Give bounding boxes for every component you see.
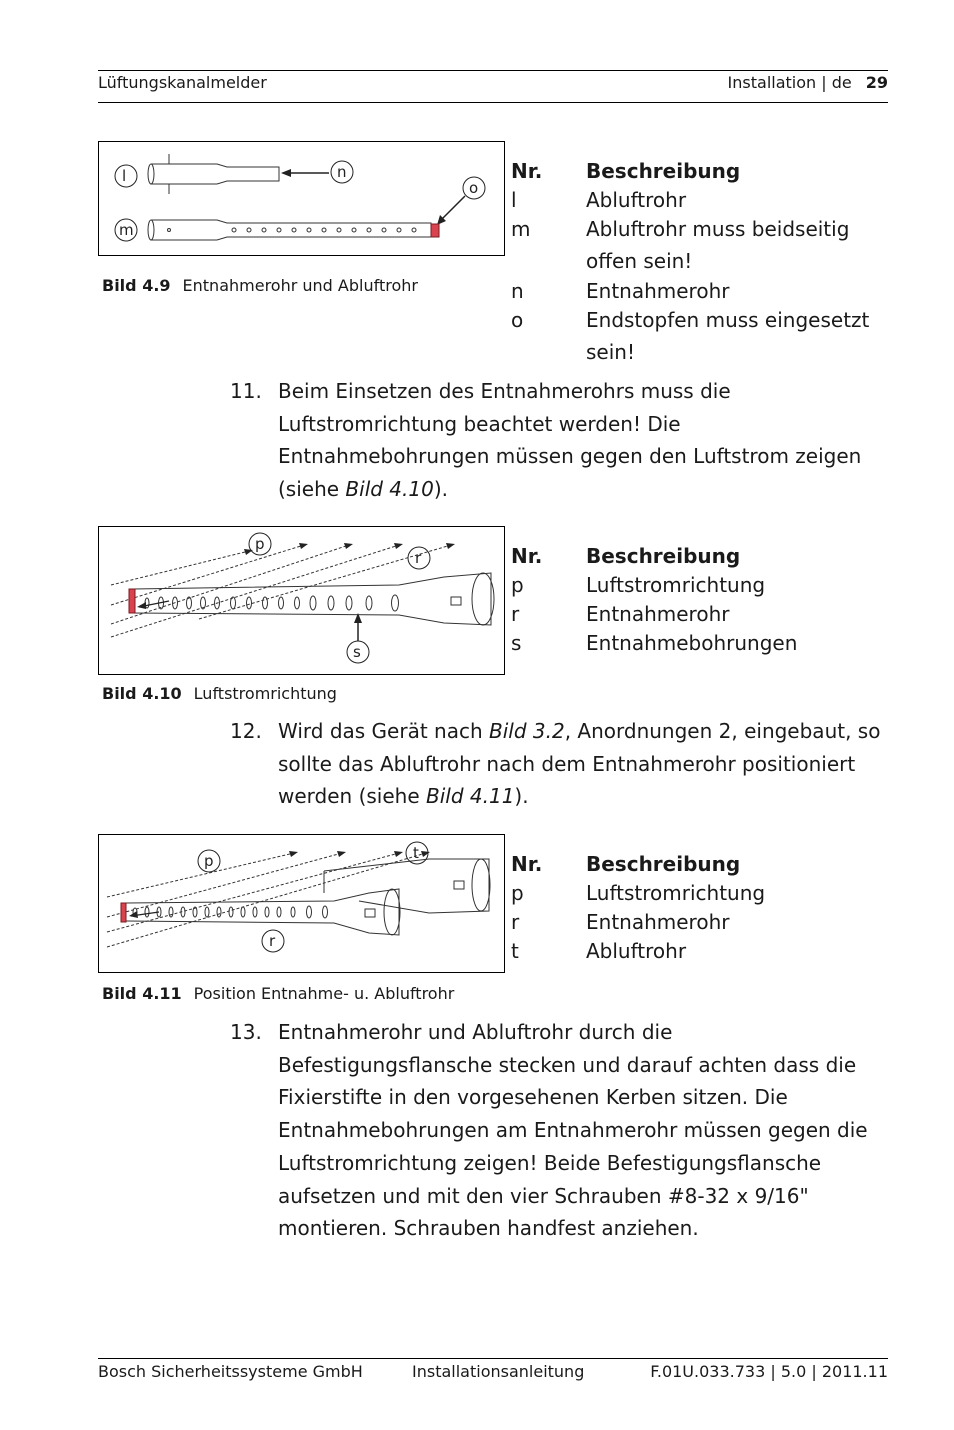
page-number: 29 bbox=[865, 73, 888, 92]
legend-desc: Luftstromrichtung bbox=[586, 573, 766, 597]
airflow-lines bbox=[111, 545, 451, 637]
legend-nr: r bbox=[511, 602, 520, 626]
sampling-pipe-long bbox=[148, 220, 431, 240]
legend-desc: Luftstromrichtung bbox=[586, 881, 766, 905]
airflow-lines bbox=[107, 853, 426, 947]
end-stopper bbox=[431, 224, 439, 237]
legend-head-nr: Nr. bbox=[511, 159, 543, 183]
legend-head-nr: Nr. bbox=[511, 544, 543, 568]
airflow-arrowheads bbox=[244, 543, 455, 555]
legend-nr: s bbox=[511, 631, 522, 655]
caption-text: Luftstromrichtung bbox=[193, 684, 337, 703]
figure-4-9-caption bbox=[102, 276, 418, 295]
callout-p-label: p bbox=[204, 852, 214, 870]
callout-r-label: r bbox=[269, 932, 276, 950]
step-text: Beim Einsetzen des Entnahmerohrs muss die Luftstromrichtung beachtet werden! Die Entnahmebohrungen müssen gegen den Luftstrom zeigen (siehe Bild 4.10). bbox=[278, 379, 862, 502]
figure-4-10 bbox=[98, 526, 505, 675]
callout-r-label: r bbox=[415, 549, 422, 567]
figure-reference: Bild 4.10 bbox=[345, 477, 434, 502]
callout-p-label: p bbox=[255, 535, 265, 553]
legend-desc: Endstopfen muss eingesetzt sein! bbox=[586, 308, 870, 364]
caption-label: Bild 4.10 bbox=[102, 684, 182, 703]
figure-4-10-drawing bbox=[99, 527, 504, 674]
caption-label: Bild 4.9 bbox=[102, 276, 171, 295]
callout-n-label: n bbox=[337, 163, 347, 181]
caption-text: Entnahmerohr und Abluftrohr bbox=[182, 276, 418, 295]
legend-nr: t bbox=[511, 939, 519, 963]
header-title: Lüftungskanalmelder bbox=[98, 73, 267, 92]
figure-4-11-caption bbox=[102, 984, 454, 1003]
step-number: 13. bbox=[230, 1020, 262, 1044]
legend-nr: l bbox=[511, 188, 517, 212]
legend-desc: Abluftrohr muss beidseitig offen sein! bbox=[586, 217, 850, 273]
end-stopper bbox=[121, 903, 126, 922]
sampling-pipe bbox=[125, 889, 400, 935]
legend-nr: r bbox=[511, 910, 520, 934]
step-number: 11. bbox=[230, 379, 262, 403]
legend-desc: Abluftrohr bbox=[586, 188, 687, 212]
legend-desc: Entnahmerohr bbox=[586, 279, 730, 303]
caption-text: Position Entnahme- u. Abluftrohr bbox=[193, 984, 455, 1003]
legend-nr: p bbox=[511, 573, 524, 597]
figure-4-9 bbox=[98, 141, 505, 256]
header-section: Installation | de bbox=[727, 73, 852, 92]
callout-l-label: l bbox=[122, 167, 127, 185]
legend-desc: Entnahmebohrungen bbox=[586, 631, 798, 655]
caption-label: Bild 4.11 bbox=[102, 984, 182, 1003]
figure-4-11-drawing bbox=[99, 835, 504, 972]
end-stopper bbox=[129, 589, 135, 613]
page-footer bbox=[98, 1358, 888, 1388]
figure-4-9-drawing bbox=[99, 142, 504, 255]
legend-nr: o bbox=[511, 308, 524, 332]
exhaust-pipe-short bbox=[148, 154, 279, 194]
legend-desc: Entnahmerohr bbox=[586, 910, 730, 934]
step-text: Wird das Gerät nach Bild 3.2, Anordnungen 2, eingebaut, so sollte das Abluftrohr nach dem Entnahmerohr positioniert werden (siehe Bild 4.11). bbox=[278, 719, 881, 809]
callout-t-label: t bbox=[413, 844, 419, 862]
legend-desc: Abluftrohr bbox=[586, 939, 687, 963]
header-right bbox=[728, 73, 888, 92]
exhaust-pipe bbox=[324, 859, 490, 913]
legend-nr: n bbox=[511, 279, 524, 303]
step-number: 12. bbox=[230, 719, 262, 743]
legend-head-desc: Beschreibung bbox=[586, 544, 741, 568]
footer-company: Bosch Sicherheitssysteme GmbH bbox=[98, 1362, 363, 1381]
legend-head-desc: Beschreibung bbox=[586, 159, 741, 183]
figure-4-11 bbox=[98, 834, 505, 973]
step-text: Entnahmerohr und Abluftrohr durch die Befestigungsflansche stecken und darauf achten dass die Fixierstifte in den vorgesehenen Kerben sitzen. Die Entnahmebohrungen am Entnahmerohr müssen gegen die Luftstromrichtung zeigen! Beide Befestigungsflansche aufsetzen und mit den vier Schrauben #8-32 x 9/16" montieren. Schrauben handfest anziehen. bbox=[278, 1020, 868, 1241]
footer-doc-id: F.01U.033.733 | 5.0 | 2011.11 bbox=[650, 1362, 888, 1381]
legend-nr: p bbox=[511, 881, 524, 905]
legend-head-nr: Nr. bbox=[511, 852, 543, 876]
figure-4-10-caption bbox=[102, 684, 337, 703]
footer-doc-type: Installationsanleitung bbox=[412, 1362, 585, 1381]
legend-desc: Entnahmerohr bbox=[586, 602, 730, 626]
sampling-pipe bbox=[133, 573, 494, 625]
legend-nr: m bbox=[511, 217, 531, 241]
legend-head-desc: Beschreibung bbox=[586, 852, 741, 876]
figure-reference: Bild 4.11 bbox=[426, 784, 515, 809]
page-header bbox=[98, 70, 888, 103]
callout-m-label: m bbox=[119, 221, 134, 239]
airflow-arrowheads bbox=[289, 851, 430, 857]
callout-o-label: o bbox=[469, 179, 479, 197]
callout-s-label: s bbox=[353, 643, 361, 661]
figure-reference: Bild 3.2 bbox=[489, 719, 565, 743]
